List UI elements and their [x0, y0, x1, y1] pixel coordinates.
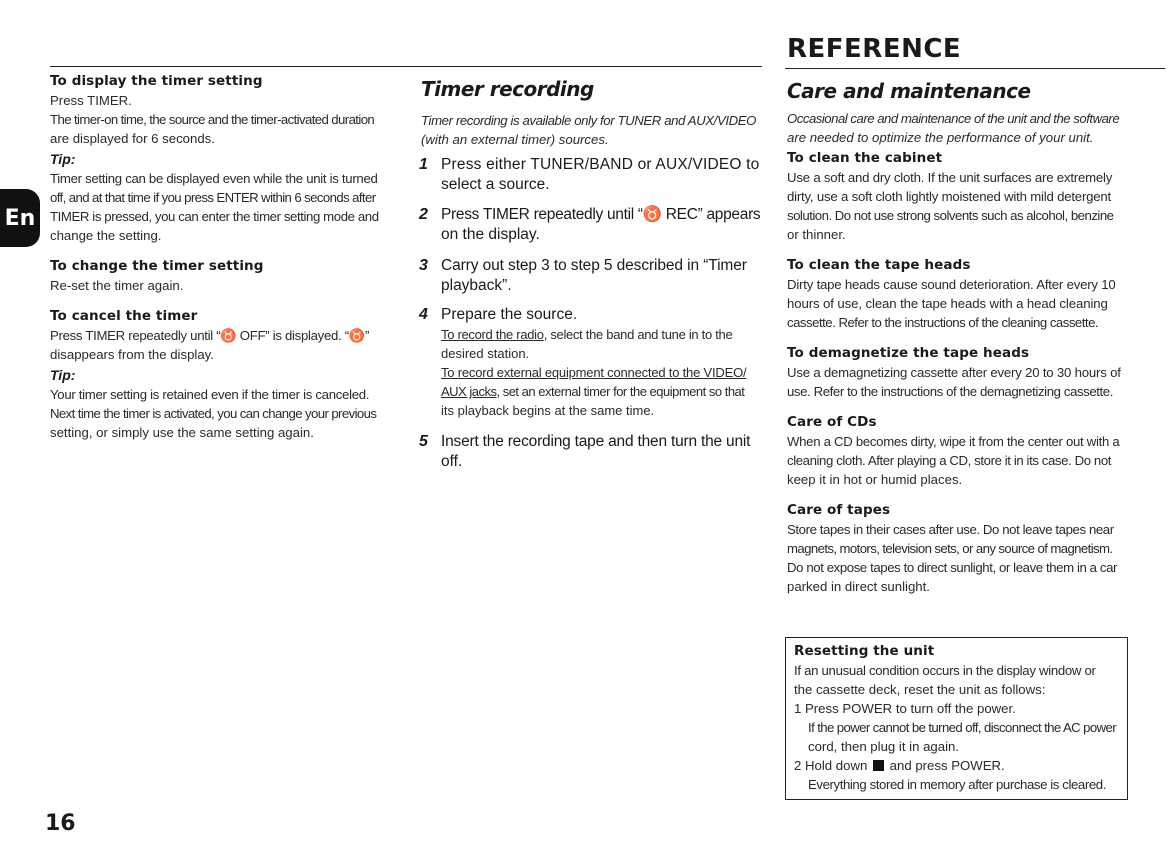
step-1 — [419, 155, 779, 197]
step-3 — [419, 256, 779, 298]
clean-cabinet-line: dirty, use a soft cloth lightly moistened with mild detergent — [787, 189, 1111, 204]
page-number: 16 — [45, 811, 76, 836]
display-timer-line: are displayed for 6 seconds. — [50, 131, 215, 146]
step-sub-line: AUX jacks, set an external timer for the equipment so that — [441, 384, 745, 399]
care-tapes-line: Do not expose tapes to direct sunlight, or leave them in a car — [787, 560, 1117, 575]
right-column — [787, 76, 1132, 596]
tip-line: Timer setting can be displayed even while the unit is turned — [50, 171, 378, 186]
tip-line: setting, or simply use the same setting again. — [50, 425, 314, 440]
care-cds-heading: Care of CDs — [787, 414, 877, 430]
clean-cabinet-line: or thinner. — [787, 227, 846, 242]
step-text: Press either TUNER/BAND or AUX/VIDEO to — [441, 156, 760, 173]
tip-line: Next time the timer is activated, you can change your previous — [50, 406, 377, 421]
display-timer-heading: To display the timer setting — [50, 73, 263, 89]
reset-item: 2 Hold down and press POWER. — [794, 758, 1005, 773]
reset-subitem: If the power cannot be turned off, disconnect the AC power — [808, 720, 1117, 735]
cancel-timer-line: Press TIMER repeatedly until “♉ OFF” is displayed. “♉” — [50, 328, 370, 343]
step-number: 2 — [419, 206, 428, 223]
step-number: 1 — [419, 156, 428, 173]
demagnetize-line: use. Refer to the instructions of the demagnetizing cassette. — [787, 384, 1113, 399]
step-number: 3 — [419, 257, 428, 274]
step-sub-line: To record the radio, select the band and tune in to the — [441, 327, 733, 342]
tip-label: Tip: — [50, 367, 76, 383]
stop-square-icon — [873, 760, 884, 771]
change-timer-line: Re-set the timer again. — [50, 278, 184, 293]
timer-recording-intro: Timer recording is available only for TUNER and AUX/VIDEO — [421, 113, 756, 128]
care-cds-line: keep it in hot or humid places. — [787, 472, 963, 487]
care-cds-line: cleaning cloth. After playing a CD, store it in its case. Do not — [787, 453, 1112, 468]
care-tapes-line: magnets, motors, television sets, or any source of magnetism. — [787, 541, 1113, 556]
left-column — [50, 72, 395, 442]
tip-label: Tip: — [50, 151, 76, 167]
step-text: select a source. — [441, 176, 550, 193]
step-text: Prepare the source. — [441, 306, 578, 323]
demagnetize-line: Use a demagnetizing cassette after every 20 to 30 hours of — [787, 365, 1121, 380]
clean-heads-line: cassette. Refer to the instructions of the cleaning cassette. — [787, 315, 1099, 330]
reset-line: the cassette deck, reset the unit as follows: — [794, 682, 1046, 697]
step-text: Insert the recording tape and then turn the unit — [441, 433, 751, 450]
clean-heads-line: Dirty tape heads cause sound deterioration. After every 10 — [787, 277, 1116, 292]
change-timer-heading: To change the timer setting — [50, 258, 264, 274]
clean-heads-line: hours of use, clean the tape heads with a head cleaning — [787, 296, 1108, 311]
care-tapes-line: parked in direct sunlight. — [787, 579, 930, 594]
step-4 — [419, 305, 779, 423]
clean-cabinet-line: solution. Do not use strong solvents such as alcohol, benzine — [787, 208, 1114, 223]
step-5 — [419, 432, 779, 474]
step-text: on the display. — [441, 226, 540, 243]
cancel-timer-heading: To cancel the timer — [50, 308, 198, 324]
care-maintenance-title: Care and maintenance — [787, 79, 1031, 103]
care-intro: are needed to optimize the performance of your unit. — [787, 130, 1094, 145]
step-number: 4 — [419, 306, 428, 323]
record-radio-link: To record the radio — [441, 327, 544, 342]
timer-recording-title: Timer recording — [421, 77, 594, 101]
display-timer-line: Press TIMER. — [50, 93, 132, 108]
clean-cabinet-line: Use a soft and dry cloth. If the unit surfaces are extremely — [787, 170, 1113, 185]
care-cds-line: When a CD becomes dirty, wipe it from the center out with a — [787, 434, 1120, 449]
tip-line: TIMER is pressed, you can enter the timer setting mode and — [50, 209, 379, 224]
step-text: off. — [441, 453, 463, 470]
reset-item: 1 Press POWER to turn off the power. — [794, 701, 1016, 716]
care-tapes-line: Store tapes in their cases after use. Do not leave tapes near — [787, 522, 1114, 537]
reference-title: REFERENCE — [787, 34, 962, 64]
timer-recording-intro: (with an external timer) sources. — [421, 132, 609, 147]
step-text: Press TIMER repeatedly until “♉ REC” appears — [441, 206, 761, 223]
step-sub-line: To record external equipment connected to the VIDEO/ — [441, 365, 747, 380]
tip-line: Your timer setting is retained even if the timer is canceled. — [50, 387, 370, 402]
step-sub-line: its playback begins at the same time. — [441, 403, 655, 418]
top-rule-left — [50, 66, 762, 67]
aux-jacks-link: AUX jacks — [441, 384, 497, 399]
display-timer-line: The timer-on time, the source and the timer-activated duration — [50, 112, 375, 127]
care-intro: Occasional care and maintenance of the unit and the software — [787, 111, 1120, 126]
reset-subitem: cord, then plug it in again. — [808, 739, 960, 754]
reset-line: If an unusual condition occurs in the display window or — [794, 663, 1096, 678]
top-rule-right — [785, 68, 1165, 69]
demagnetize-heading: To demagnetize the tape heads — [787, 345, 1030, 361]
reset-heading: Resetting the unit — [794, 643, 935, 659]
middle-column — [419, 74, 764, 494]
reset-subitem: Everything stored in memory after purchase is cleared. — [808, 777, 1106, 792]
step-2 — [419, 205, 779, 247]
clean-heads-heading: To clean the tape heads — [787, 257, 971, 273]
tip-line: off, and at that time if you press ENTER within 6 seconds after — [50, 190, 376, 205]
step-text: Carry out step 3 to step 5 described in “Timer — [441, 257, 747, 274]
step-text: playback”. — [441, 277, 512, 294]
cancel-timer-line: disappears from the display. — [50, 347, 214, 362]
care-tapes-heading: Care of tapes — [787, 502, 891, 518]
language-tab-en: En — [0, 189, 40, 247]
reset-box — [785, 637, 1128, 800]
clean-cabinet-heading: To clean the cabinet — [787, 150, 943, 166]
step-sub-line: desired station. — [441, 346, 530, 361]
tip-line: change the setting. — [50, 228, 162, 243]
step-number: 5 — [419, 433, 428, 450]
